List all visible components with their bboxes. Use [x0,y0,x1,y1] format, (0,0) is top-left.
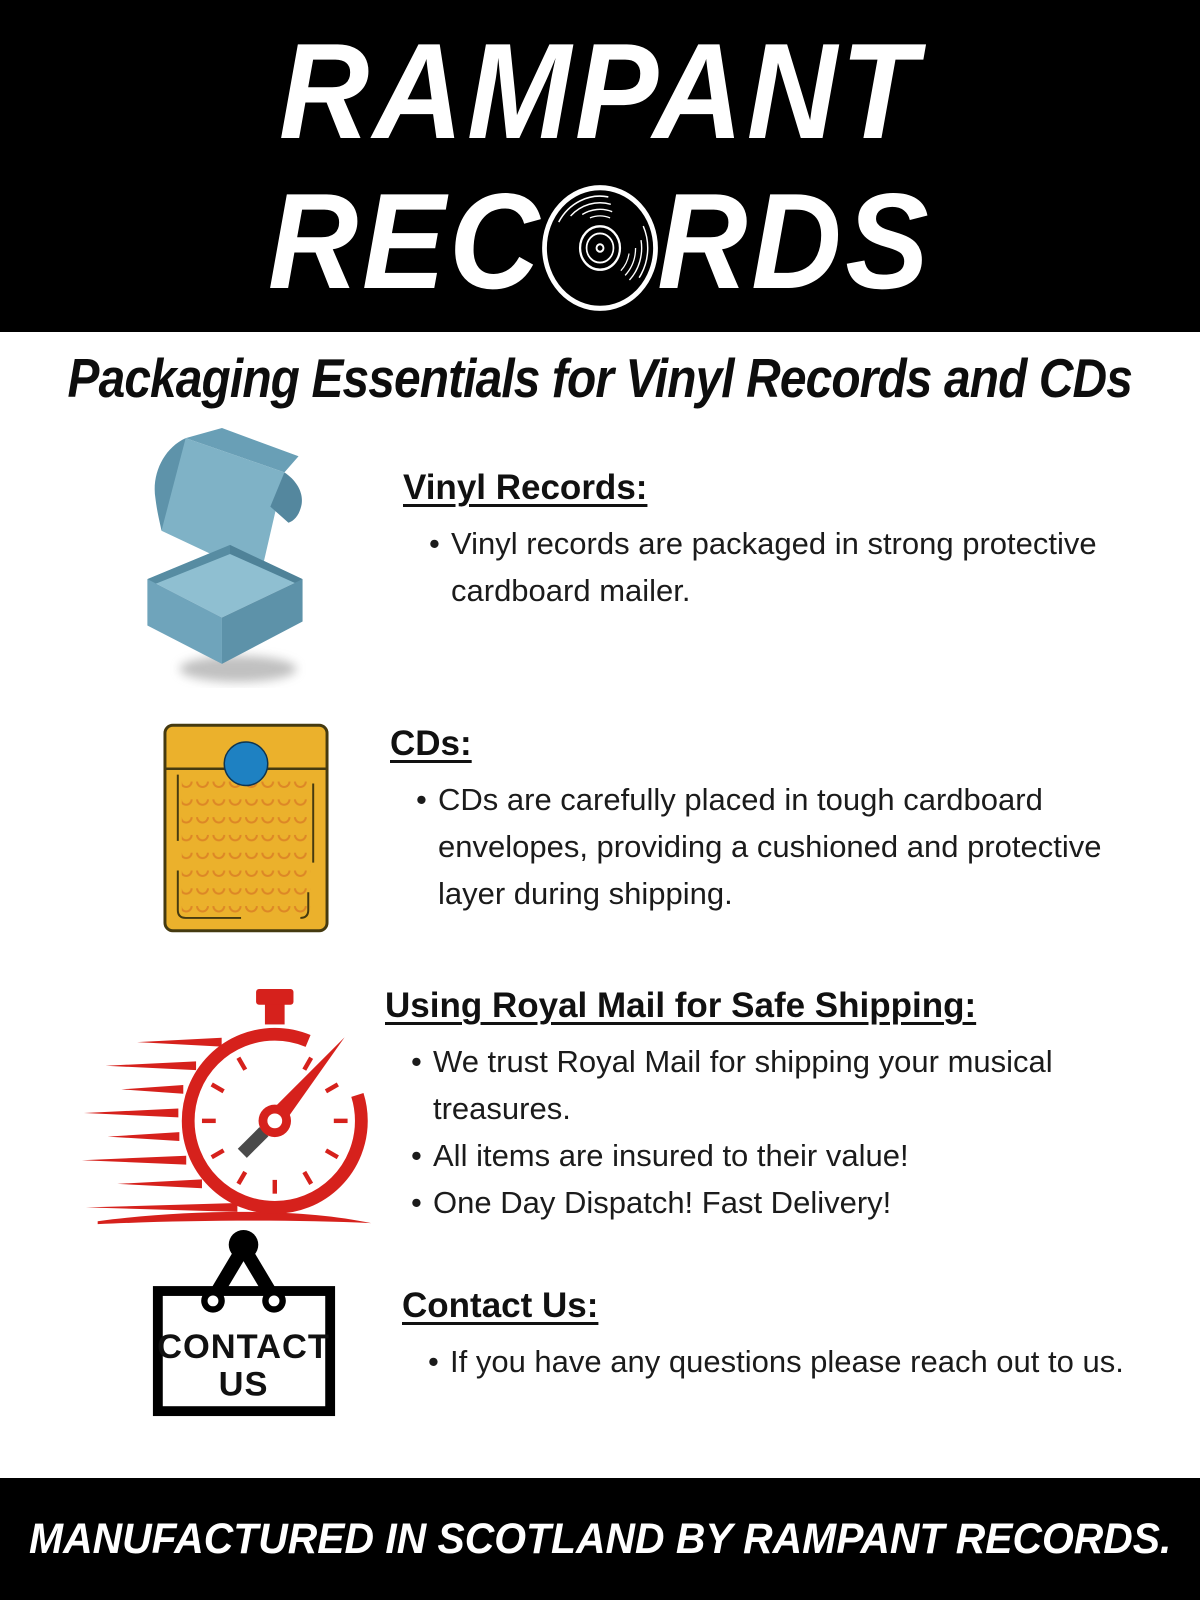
contact-us-sign-icon [148,1226,340,1422]
brand-line2-pre: REC [267,165,543,317]
list-item: • If you have any questions please reach out to us. [428,1338,1164,1385]
section-vinyl-records [403,466,1165,614]
bullet-icon: • [411,1184,422,1220]
contact-heading: Contact Us: [402,1286,599,1325]
fast-shipping-stopwatch-icon [78,984,383,1240]
vinyl-records-bullets [403,520,1165,614]
bullet-icon: • [416,781,427,817]
list-item: • CDs are carefully placed in tough cardboard envelopes, providing a cushioned and protective layer during shipping. [416,776,1152,917]
vinyl-records-heading: Vinyl Records: [403,468,648,507]
cds-bullets [390,776,1152,917]
yellow-padded-envelope-icon [162,720,330,936]
section-royal-mail-shipping [385,984,1147,1226]
brand-name-line1: RAMPANT [278,15,922,167]
section-cds [390,722,1152,917]
cds-heading: CDs: [390,724,472,763]
brand-name-line2 [267,165,933,317]
list-item: • We trust Royal Mail for shipping your musical treasures. [411,1038,1147,1132]
contact-bullets [402,1338,1164,1385]
bullet-icon: • [429,525,440,561]
bullet-icon: • [411,1043,422,1079]
shipping-heading: Using Royal Mail for Safe Shipping: [385,986,977,1025]
tagline-bar [0,332,1200,424]
list-item: • One Day Dispatch! Fast Delivery! [411,1179,1147,1226]
vinyl-record-icon [539,182,660,314]
brand-line2-post: RDS [657,165,933,317]
page-title: Packaging Essentials for Vinyl Records and CDs [67,347,1133,409]
footer-banner [0,1478,1200,1600]
list-item: • All items are insured to their value! [411,1132,1147,1179]
bullet-icon: • [411,1137,422,1173]
blue-mailer-box-icon [126,426,330,688]
contact-sign-line1: CONTACT [157,1327,330,1366]
footer-text: MANUFACTURED IN SCOTLAND BY RAMPANT RECORDS. [28,1514,1172,1563]
contact-sign-line2: US [218,1365,269,1404]
bullet-icon: • [428,1343,439,1379]
section-contact-us [402,1284,1164,1385]
list-item: • Vinyl records are packaged in strong protective cardboard mailer. [429,520,1165,614]
shipping-bullets [385,1038,1147,1226]
header-banner [0,0,1200,332]
